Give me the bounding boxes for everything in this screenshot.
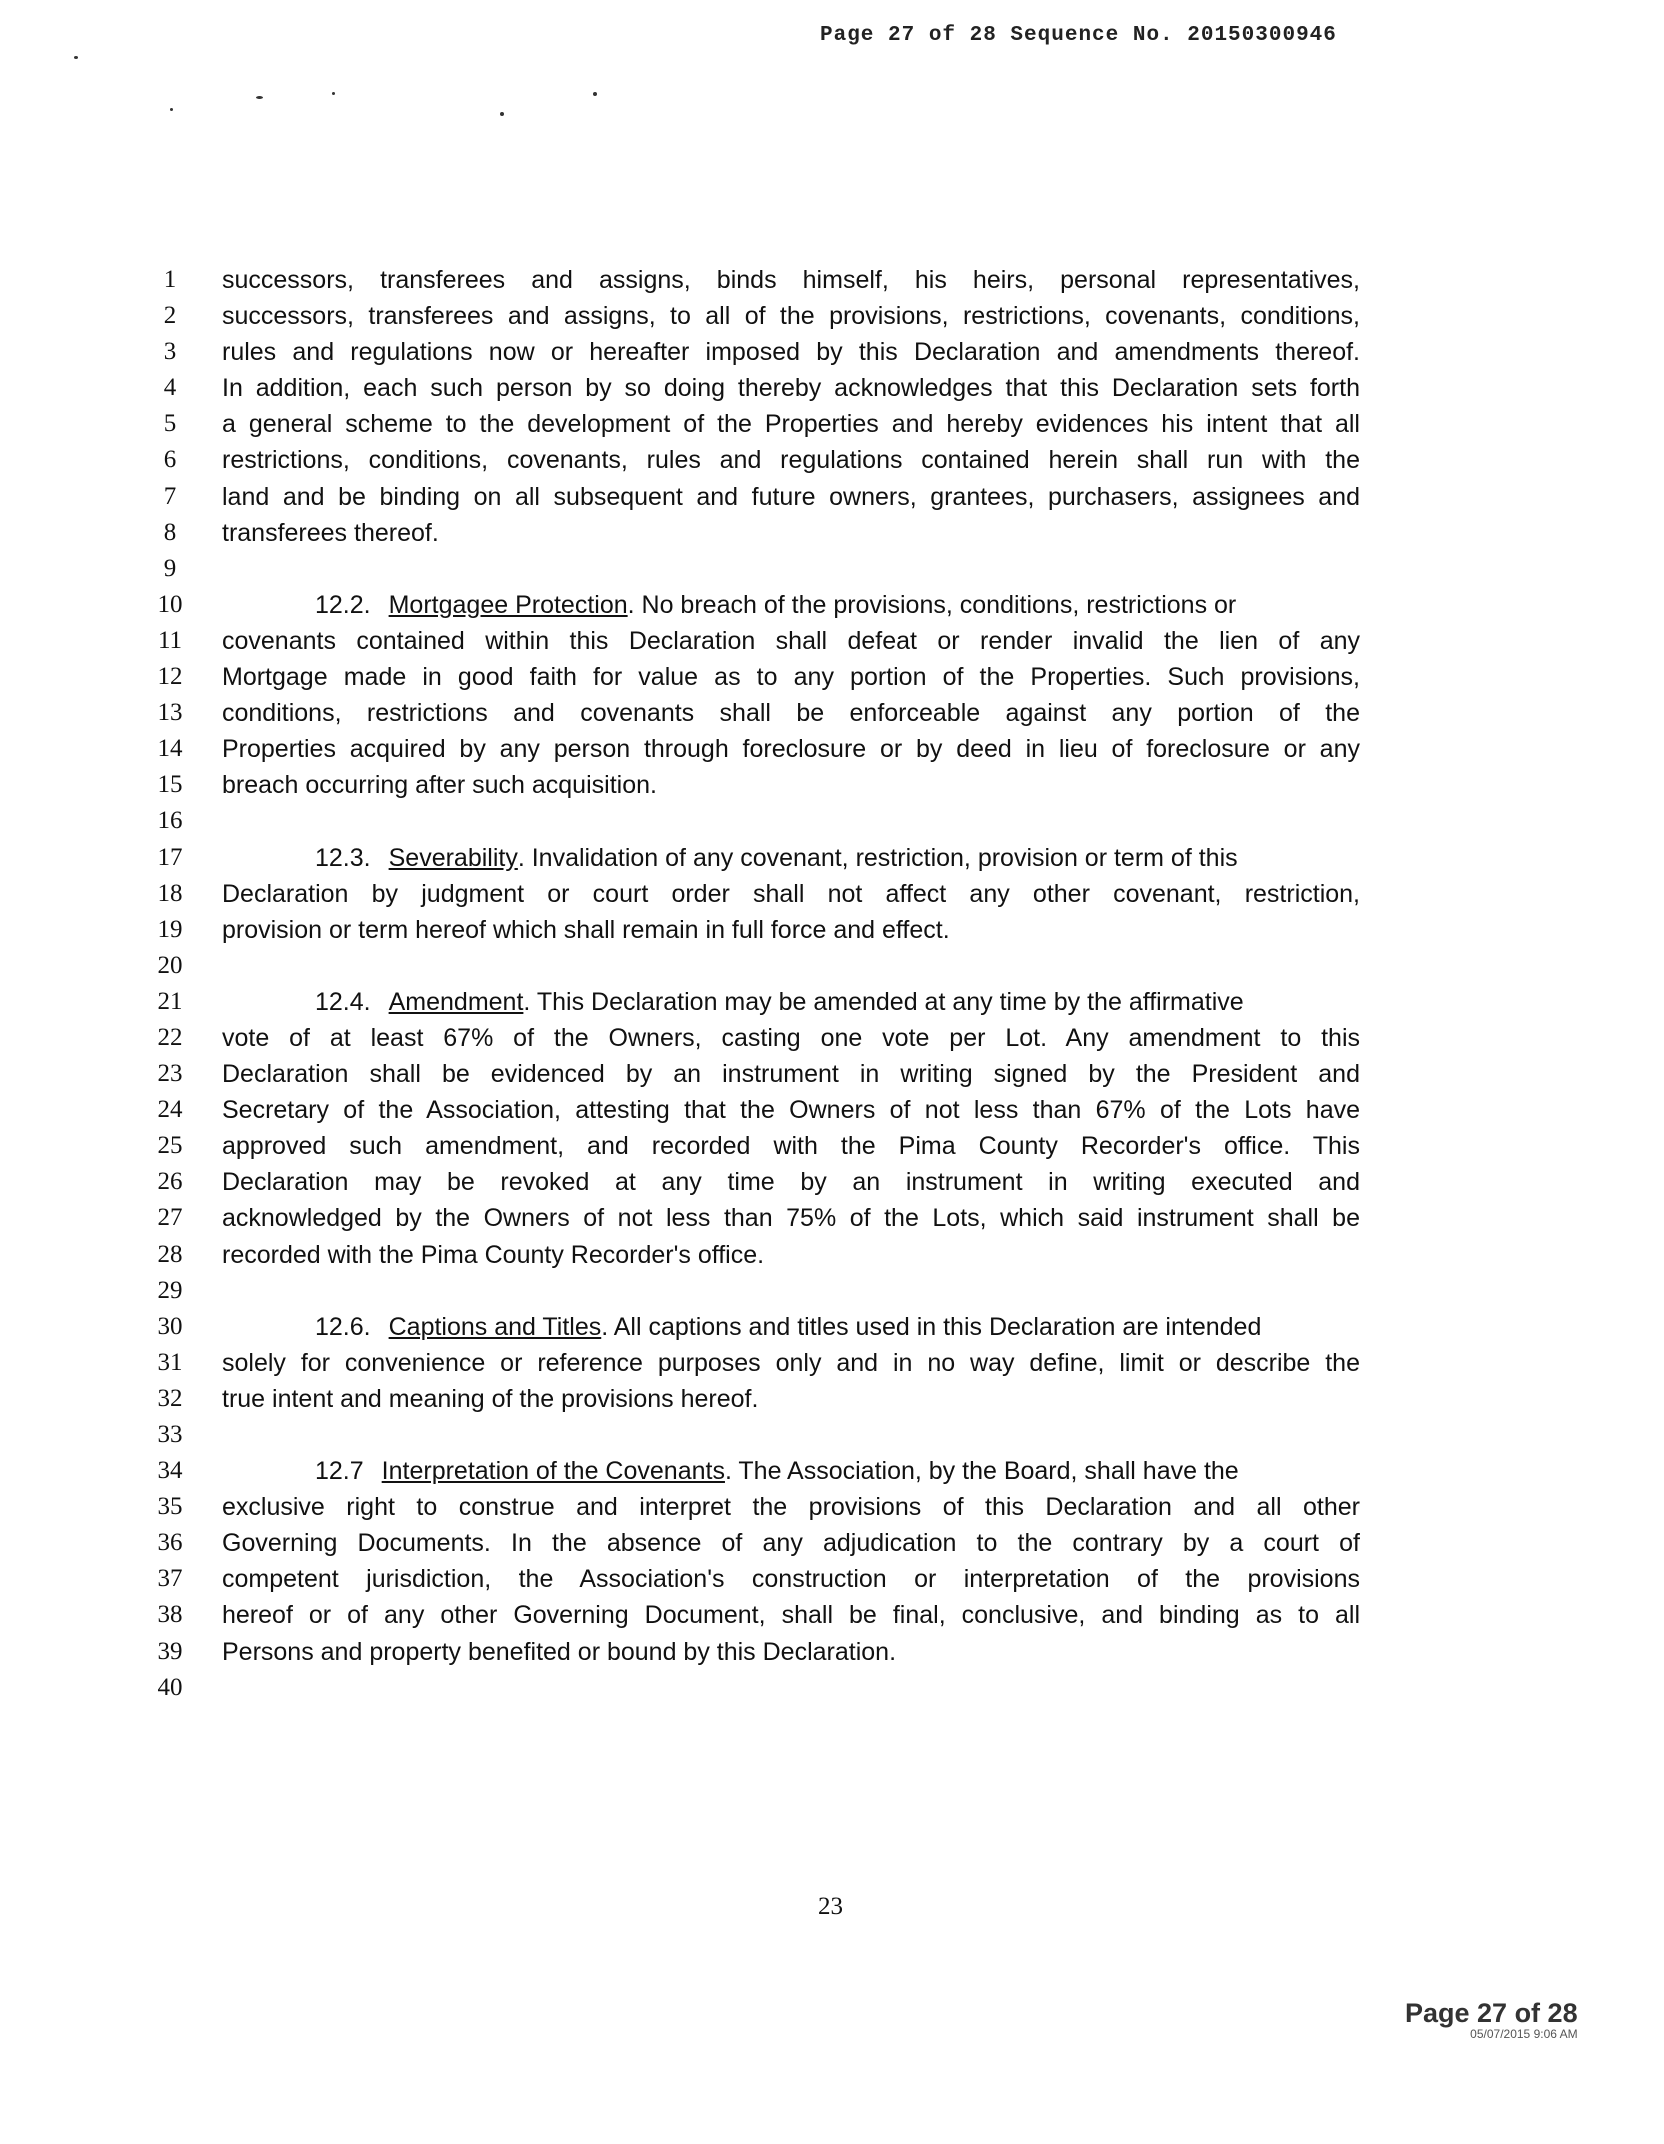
line-content: provision or term hereof which shall remain in full force and effect.	[222, 915, 950, 944]
numbered-line	[150, 1381, 1360, 1417]
section-heading: Interpretation of the Covenants	[381, 1457, 725, 1486]
line-content: approved such amendment, and recorded with the Pima County Recorder's office. This	[222, 1132, 1360, 1161]
line-text	[222, 298, 1360, 334]
scan-speck	[332, 92, 335, 95]
numbered-line	[150, 587, 1360, 623]
line-number: 3	[163, 338, 177, 366]
line-content: transferees thereof.	[222, 518, 439, 547]
line-text	[222, 479, 1360, 515]
stamp-date: 05/07/2015 9:06 AM	[1470, 2027, 1578, 2041]
line-number: 21	[157, 987, 183, 1015]
numbered-line	[150, 1273, 1360, 1309]
section-number: 12.6.	[315, 1312, 371, 1341]
numbered-line	[150, 767, 1360, 803]
numbered-line	[150, 948, 1360, 984]
line-text	[222, 587, 1360, 623]
line-number: 9	[163, 554, 177, 582]
line-content: true intent and meaning of the provisions hereof.	[222, 1384, 759, 1413]
numbered-line	[150, 1200, 1360, 1236]
line-content: successors, transferees and assigns, to all of the provisions, restrictions, covenants, conditions,	[222, 302, 1360, 331]
line-text	[222, 840, 1360, 876]
line-number: 24	[157, 1096, 183, 1124]
line-number: 39	[157, 1637, 183, 1665]
line-text	[222, 767, 1360, 803]
line-text	[222, 406, 1360, 442]
line-number: 2	[163, 302, 177, 330]
numbered-line	[150, 876, 1360, 912]
line-number: 33	[157, 1421, 183, 1448]
line-number: 26	[157, 1168, 183, 1196]
line-text	[222, 442, 1360, 478]
line-content: Secretary of the Association, attesting that the Owners of not less than 67% of the Lots have	[222, 1096, 1360, 1125]
line-number: 32	[157, 1384, 183, 1412]
numbered-line	[150, 1056, 1360, 1092]
line-text	[222, 334, 1360, 370]
numbered-line	[150, 1309, 1360, 1345]
numbered-line	[150, 1345, 1360, 1381]
line-text	[222, 984, 1360, 1020]
numbered-line	[150, 695, 1360, 731]
line-number: 19	[157, 915, 183, 943]
line-number: 10	[157, 590, 183, 618]
line-text	[222, 1128, 1360, 1164]
line-content: Declaration by judgment or court order shall not affect any other covenant, restriction,	[222, 879, 1360, 908]
section-number: 12.7	[315, 1457, 364, 1486]
line-content: rules and regulations now or hereafter imposed by this Declaration and amendments thereof.	[222, 338, 1360, 367]
numbered-line	[150, 731, 1360, 767]
numbered-line	[150, 659, 1360, 695]
numbered-line	[150, 1417, 1360, 1453]
line-text	[222, 1345, 1360, 1381]
line-number: 28	[157, 1240, 183, 1268]
line-text	[222, 1561, 1360, 1597]
line-number: 22	[157, 1023, 183, 1051]
line-content: Persons and property benefited or bound by this Declaration.	[222, 1637, 897, 1666]
line-text	[222, 1237, 1360, 1273]
line-number: 8	[163, 518, 177, 546]
line-text	[222, 1092, 1360, 1128]
line-text	[222, 262, 1360, 298]
numbered-line	[150, 840, 1360, 876]
numbered-line	[150, 1670, 1360, 1706]
line-content: solely for convenience or reference purposes only and in no way define, limit or describe the	[222, 1348, 1360, 1377]
line-content: In addition, each such person by so doing thereby acknowledges that this Declaration sets forth	[222, 374, 1360, 403]
line-text	[222, 1309, 1360, 1345]
numbered-line	[150, 912, 1360, 948]
recorder-stamp	[1405, 1998, 1578, 2041]
line-content: Governing Documents. In the absence of any adjudication to the contrary by a court of	[222, 1529, 1360, 1558]
numbered-line	[150, 803, 1360, 839]
line-number: 15	[157, 771, 183, 799]
line-content: Mortgage made in good faith for value as to any portion of the Properties. Such provisions,	[222, 663, 1360, 692]
numbered-line	[150, 623, 1360, 659]
line-content: Properties acquired by any person through foreclosure or by deed in lieu of foreclosure or any	[222, 735, 1360, 764]
line-number: 14	[157, 735, 183, 763]
line-text	[222, 695, 1360, 731]
line-text	[222, 1525, 1360, 1561]
numbered-line	[150, 984, 1360, 1020]
section-text: . The Association, by the Board, shall have the	[724, 1457, 1239, 1486]
scan-speck	[500, 112, 504, 116]
line-content: hereof or of any other Governing Document, shall be final, conclusive, and binding as to all	[222, 1601, 1360, 1630]
section-text: . Invalidation of any covenant, restriction, provision or term of this	[517, 843, 1238, 872]
section-number: 12.3.	[315, 843, 371, 872]
section-text: . This Declaration may be amended at any time by the affirmative	[523, 987, 1244, 1016]
line-number: 13	[157, 699, 183, 727]
line-content: covenants contained within this Declaration shall defeat or render invalid the lien of any	[222, 626, 1360, 655]
scan-speck	[256, 96, 263, 99]
line-text	[222, 1597, 1360, 1633]
line-number: 5	[163, 410, 177, 438]
line-content: successors, transferees and assigns, binds himself, his heirs, personal representatives,	[222, 266, 1360, 294]
section-text: . No breach of the provisions, conditions, restrictions or	[627, 590, 1237, 619]
numbered-line	[150, 1489, 1360, 1525]
line-content: breach occurring after such acquisition.	[222, 771, 657, 800]
section-number: 12.2.	[315, 590, 371, 619]
line-number: 27	[157, 1204, 183, 1232]
numbered-line	[150, 1561, 1360, 1597]
line-content: exclusive right to construe and interpret the provisions of this Declaration and all other	[222, 1493, 1360, 1522]
line-number: 18	[157, 879, 183, 907]
line-text	[222, 1056, 1360, 1092]
line-number: 29	[157, 1276, 183, 1304]
line-content: Declaration may be revoked at any time by an instrument in writing executed and	[222, 1168, 1360, 1197]
numbered-line	[150, 370, 1360, 406]
line-number: 36	[157, 1529, 183, 1557]
numbered-line	[150, 406, 1360, 442]
numbered-line	[150, 479, 1360, 515]
numbered-line	[150, 1020, 1360, 1056]
line-text	[222, 876, 1360, 912]
section-text: . All captions and titles used in this Declaration are intended	[601, 1312, 1262, 1341]
line-number: 23	[157, 1060, 183, 1088]
line-number: 31	[157, 1348, 183, 1376]
line-number: 37	[157, 1565, 183, 1593]
line-number: 34	[157, 1457, 183, 1485]
stamp-page: Page 27 of 28	[1405, 1998, 1578, 2028]
scan-speck	[170, 108, 173, 111]
section-number: 12.4.	[315, 987, 371, 1016]
line-number: 11	[157, 626, 183, 654]
line-text	[222, 912, 1360, 948]
line-number: 40	[157, 1673, 183, 1701]
line-content: land and be binding on all subsequent and future owners, grantees, purchasers, assignees and	[222, 482, 1360, 511]
page-number: 23	[818, 1893, 843, 1920]
section-heading: Severability	[388, 843, 518, 872]
section-heading: Captions and Titles	[388, 1312, 602, 1341]
line-number: 25	[157, 1132, 183, 1160]
numbered-line	[150, 1237, 1360, 1273]
line-text	[222, 1489, 1360, 1525]
line-content: recorded with the Pima County Recorder's office.	[222, 1240, 765, 1269]
line-number: 17	[157, 843, 183, 871]
numbered-line	[150, 1092, 1360, 1128]
line-content: restrictions, conditions, covenants, rules and regulations contained herein shall run with the	[222, 446, 1360, 475]
line-number: 6	[163, 446, 177, 474]
section-heading: Amendment	[388, 987, 524, 1016]
numbered-line	[150, 551, 1360, 587]
line-text	[222, 1453, 1360, 1489]
numbered-line	[150, 1164, 1360, 1200]
line-number: 12	[157, 663, 183, 691]
line-number: 1	[163, 266, 177, 293]
line-number: 20	[157, 951, 183, 979]
line-text	[222, 1200, 1360, 1236]
line-text	[222, 731, 1360, 767]
line-number: 35	[157, 1493, 183, 1521]
line-text	[222, 1381, 1360, 1417]
line-text	[222, 623, 1360, 659]
line-text	[222, 659, 1360, 695]
line-text	[222, 1634, 1360, 1670]
section-heading: Mortgagee Protection	[388, 590, 628, 619]
line-text	[222, 515, 1360, 551]
numbered-line	[150, 1525, 1360, 1561]
line-content: acknowledged by the Owners of not less than 75% of the Lots, which said instrument shall be	[222, 1204, 1360, 1233]
line-text	[222, 1164, 1360, 1200]
line-number: 7	[163, 482, 177, 510]
numbered-line	[150, 262, 1360, 298]
numbered-line	[150, 298, 1360, 334]
line-number: 4	[163, 374, 177, 402]
numbered-line	[150, 334, 1360, 370]
line-number: 16	[157, 807, 183, 835]
line-content: competent jurisdiction, the Association's construction or interpretation of the provisions	[222, 1565, 1360, 1594]
line-content: Declaration shall be evidenced by an instrument in writing signed by the President and	[222, 1060, 1360, 1089]
line-number: 38	[157, 1601, 183, 1629]
declaration-body	[150, 262, 1360, 1706]
line-content: a general scheme to the development of the Properties and hereby evidences his intent that all	[222, 410, 1360, 439]
scan-speck	[593, 92, 597, 96]
scan-speck	[74, 56, 78, 59]
line-text	[222, 370, 1360, 406]
line-content: conditions, restrictions and covenants shall be enforceable against any portion of the	[222, 699, 1360, 728]
numbered-line	[150, 442, 1360, 478]
line-text	[222, 1020, 1360, 1056]
numbered-line	[150, 1128, 1360, 1164]
numbered-line	[150, 1634, 1360, 1670]
header-sequence: Page 27 of 28 Sequence No. 20150300946	[820, 24, 1337, 47]
line-number: 30	[157, 1312, 183, 1340]
numbered-line	[150, 1453, 1360, 1489]
numbered-line	[150, 515, 1360, 551]
line-content: vote of at least 67% of the Owners, casting one vote per Lot. Any amendment to this	[222, 1023, 1360, 1052]
numbered-line	[150, 1597, 1360, 1633]
